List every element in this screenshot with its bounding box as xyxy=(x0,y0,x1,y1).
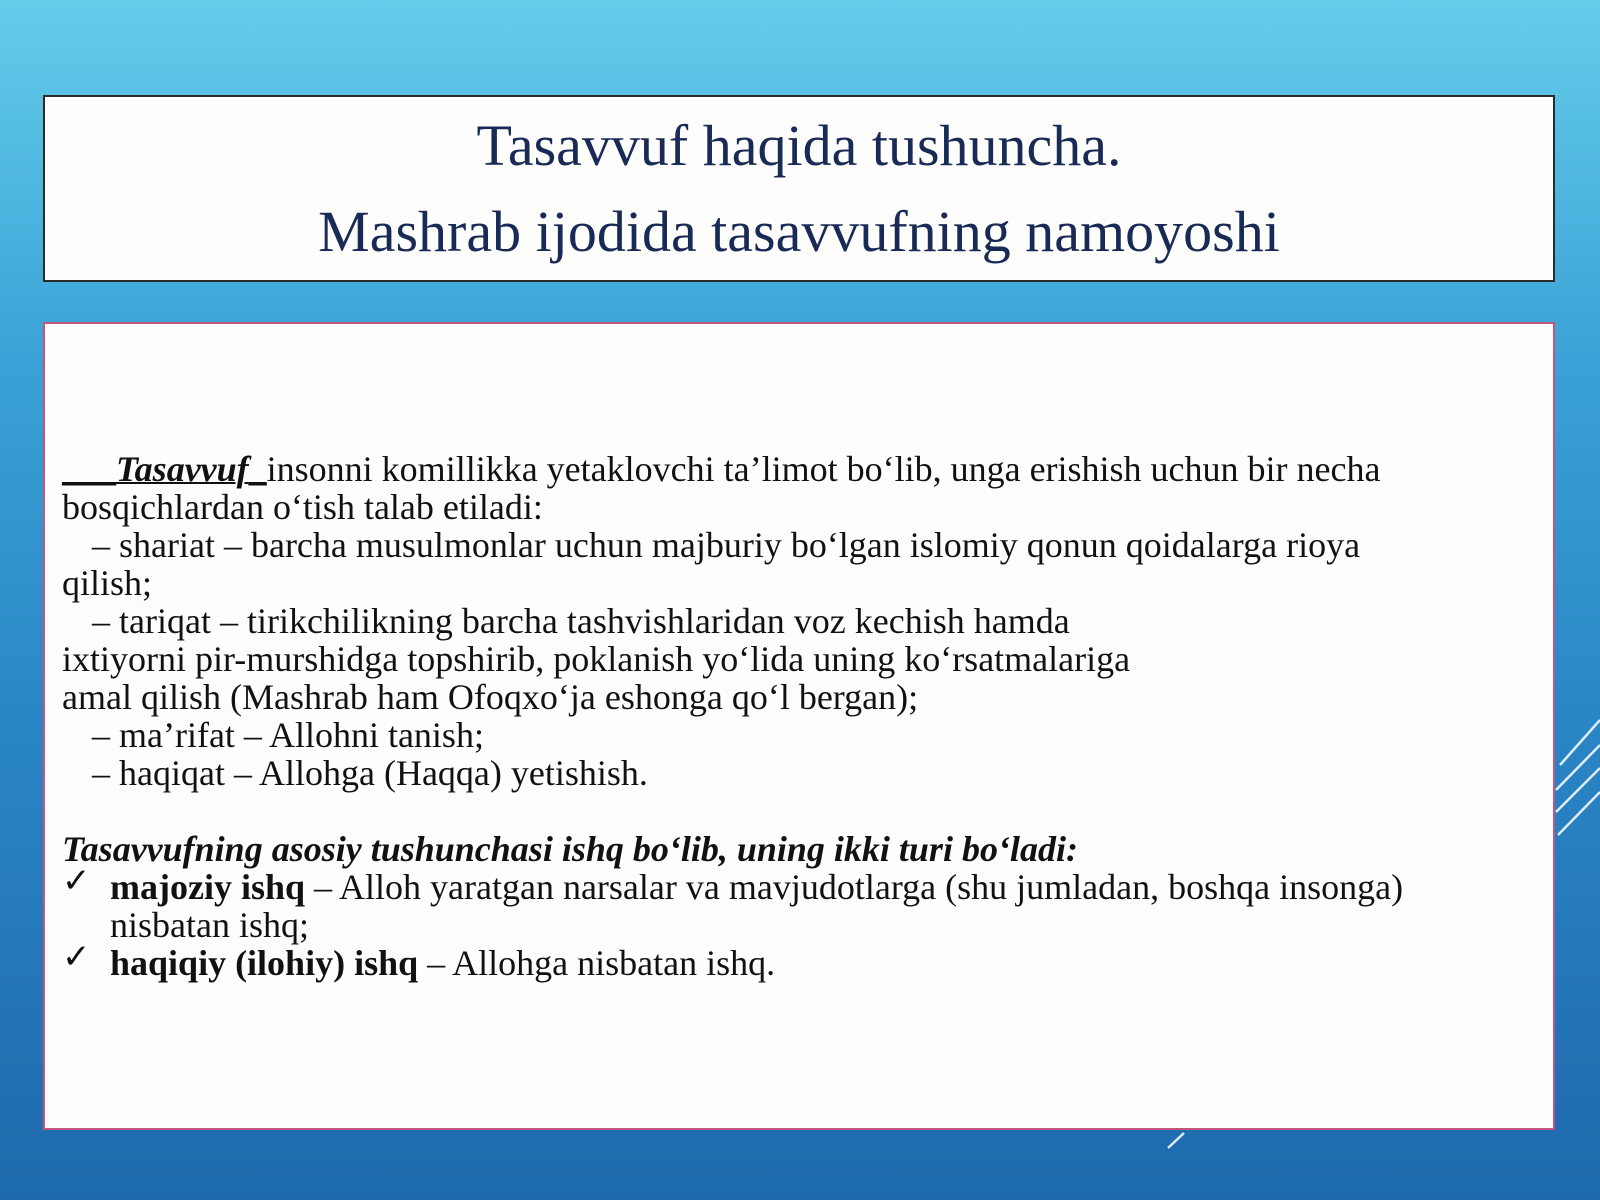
intro-term: ___Tasavvuf_ xyxy=(62,449,267,489)
stage-shariat: – shariat – barcha musulmonlar uchun majburiy bo‘lgan islomiy qonun qoidalarga rioya xyxy=(92,525,1361,565)
bullet-term: haqiqiy (ilohiy) ishq xyxy=(110,943,419,983)
bullet-text: – Alloh yaratgan narsalar va mavjudotlarga (shu jumladan, boshqa insonga) nisbatan ishq; xyxy=(110,867,1404,945)
title-line-2: Mashrab ijodida tasavvufning namoyoshi xyxy=(318,198,1280,264)
stage-shariat-cont: qilish; xyxy=(62,563,153,603)
checkmark-icon: ✓ xyxy=(62,937,91,977)
stage-tariqat: – tariqat – tirikchilikning barcha tashvishlaridan voz kechish hamda xyxy=(92,601,1070,641)
stage-haqiqat: – haqiqat – Allohga (Haqqa) yetishish. xyxy=(92,753,648,793)
intro-paragraph xyxy=(62,450,1529,526)
title-panel xyxy=(43,95,1555,282)
spacer xyxy=(62,792,1529,830)
intro-text: insonni komillikka yetaklovchi ta’limot bo‘lib, unga erishish uchun bir necha bosqichlardan o‘tish talab etiladi: xyxy=(62,449,1381,527)
content-panel xyxy=(43,322,1555,1130)
bullet-text: – Allohga nisbatan ishq. xyxy=(418,943,776,983)
stage-tariqat-cont-2: amal qilish (Mashrab ham Ofoqxo‘ja eshonga qo‘l bergan); xyxy=(62,677,919,717)
stage-marifat: – ma’rifat – Allohni tanish; xyxy=(92,715,484,755)
title-line-1: Tasavvuf haqida tushuncha. xyxy=(476,112,1122,178)
bullet-term: majoziy ishq xyxy=(110,867,306,907)
checkmark-icon: ✓ xyxy=(62,861,91,901)
stage-tariqat-cont-1: ixtiyorni pir-murshidga topshirib, poklanish yo‘lida uning ko‘rsatmalariga xyxy=(62,639,1131,679)
bullet-majoziy xyxy=(62,861,1529,945)
love-subheading: Tasavvufning asosiy tushunchasi ishq bo‘lib, uning ikki turi bo‘ladi: xyxy=(62,829,1078,869)
bullet-haqiqiy xyxy=(62,937,1529,983)
